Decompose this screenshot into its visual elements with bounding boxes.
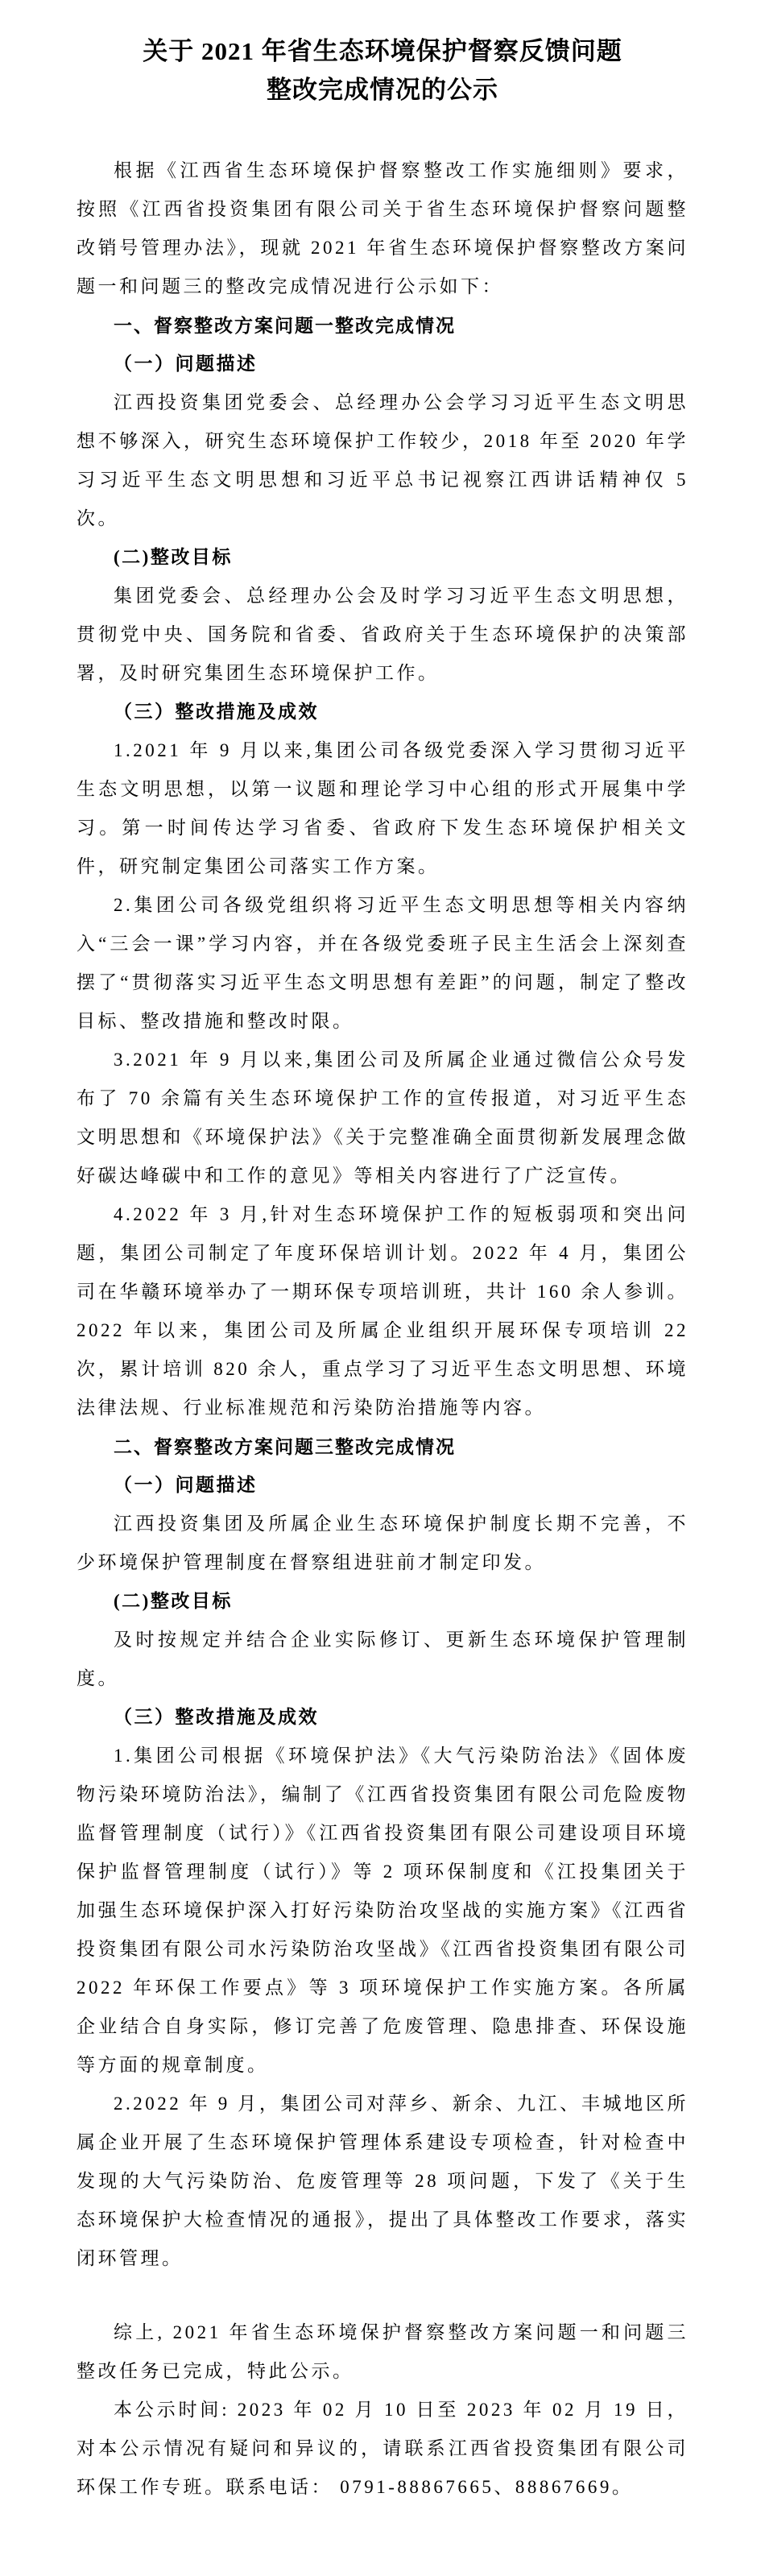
section-2-measure-1-paragraph: 1.集团公司根据《环境保护法》《大气污染防治法》《固体废物污染环境防治法》，编制了《江西省投资集团有限公司危险废物监督管理制度（试行）》《江西省投资集团有限公司建设项目环境保护监督管理制度（试行）》等 2 项环保制度和《江投集团关于加强生态环境保护深入打好污染防治攻坚战的实施方案》《江西省投资集团有限公司水污染防治攻坚战》《江西省投资集团有限公司 2022 年环保工作要点》等 3 项环境保护工作实施方案。各所属企业结合自身实际，修订完善了危废管理、隐患排查、环保设施等方面的规章制度。 [76, 1746, 688, 2076]
section-1-problem-heading: （一）问题描述 [114, 354, 258, 375]
conclusion-paragraph: 综上, 2021 年省生态环境保护督察整改方案问题一和问题三整改任务已完成，特此公示。 [76, 2322, 688, 2382]
section-1-measures-heading: （三）整改措施及成效 [114, 702, 319, 723]
section-2-problem-heading: （一）问题描述 [114, 1475, 258, 1496]
section-1-problem-paragraph: 江西投资集团党委会、总经理办公会学习习近平生态文明思想不够深入，研究生态环境保护工作较少，2018 年至 2020 年学习习近平生态文明思想和习近平总书记视察江西讲话精神仅 5 次。 [76, 392, 688, 529]
section-1-heading: 一、督察整改方案问题一整改完成情况 [114, 315, 456, 337]
contact-paragraph: 本公示时间: 2023 年 02 月 10 日至 2023 年 02 月 19 日，对本公示情况有疑问和异议的，请联系江西省投资集团有限公司环保工作专班。联系电话： 0791-88867665、88867669。 [76, 2400, 688, 2498]
section-2-problem-paragraph: 江西投资集团及所属企业生态环境保护制度长期不完善，不少环境保护管理制度在督察组进驻前才制定印发。 [76, 1514, 688, 1573]
section-2-goal-heading: (二)整改目标 [114, 1591, 233, 1612]
section-2-measure-2-paragraph: 2.2022 年 9 月，集团公司对萍乡、新余、九江、丰城地区所属企业开展了生态环境保护管理体系建设专项检查，针对检查中发现的大气污染防治、危废管理等 28 项问题，下发了《关于生态环境保护大检查情况的通报》，提出了具体整改工作要求，落实闭环管理。 [76, 2094, 688, 2269]
section-1-measure-3-paragraph: 3.2021 年 9 月以来,集团公司及所属企业通过微信公众号发布了 70 余篇有关生态环境保护工作的宣传报道，对习近平生态文明思想和《环境保护法》《关于完整准确全面贯彻新发展理念做好碳达峰碳中和工作的意见》等相关内容进行了广泛宣传。 [76, 1050, 688, 1187]
section-1-goal-paragraph: 集团党委会、总经理办公会及时学习习近平生态文明思想，贯彻党中央、国务院和省委、省政府关于生态环境保护的决策部署，及时研究集团生态环境保护工作。 [76, 586, 688, 684]
document-title [76, 32, 688, 110]
section-2-heading: 二、督察整改方案问题三整改完成情况 [114, 1436, 456, 1458]
section-1-measure-2-paragraph: 2.集团公司各级党组织将习近平生态文明思想等相关内容纳入“三会一课”学习内容，并在各级党委班子民主生活会上深刻查摆了“贯彻落实习近平生态文明思想有差距”的问题，制定了整改目标、整改措施和整改时限。 [76, 895, 688, 1032]
section-2-goal-paragraph: 及时按规定并结合企业实际修订、更新生态环境保护管理制度。 [76, 1630, 688, 1689]
document-title-line2: 整改完成情况的公示 [267, 76, 498, 105]
intro-paragraph: 根据《江西省生态环境保护督察整改工作实施细则》要求，按照《江西省投资集团有限公司关于省生态环境保护督察问题整改销号管理办法》，现就 2021 年省生态环境保护督察整改方案问题一和问题三的整改完成情况进行公示如下： [76, 160, 688, 297]
document-title-line1: 关于 2021 年省生态环境保护督察反馈问题 [143, 37, 622, 65]
section-1-measure-1-paragraph: 1.2021 年 9 月以来,集团公司各级党委深入学习贯彻习近平生态文明思想，以第一议题和理论学习中心组的形式开展集中学习。第一时间传达学习省委、省政府下发生态环境保护相关文件，研究制定集团公司落实工作方案。 [76, 740, 688, 877]
section-1-goal-heading: (二)整改目标 [114, 547, 233, 568]
section-1-measure-4-paragraph: 4.2022 年 3 月,针对生态环境保护工作的短板弱项和突出问题，集团公司制定了年度环保培训计划。2022 年 4 月，集团公司在华赣环境举办了一期环保专项培训班，共计 160 余人参训。2022 年以来，集团公司及所属企业组织开展环保专项培训 22 次，累计培训 820 余人，重点学习了习近平生态文明思想、环境法律法规、行业标准规范和污染防治措施等内容。 [76, 1204, 688, 1418]
section-2-measures-heading: （三）整改措施及成效 [114, 1707, 319, 1728]
